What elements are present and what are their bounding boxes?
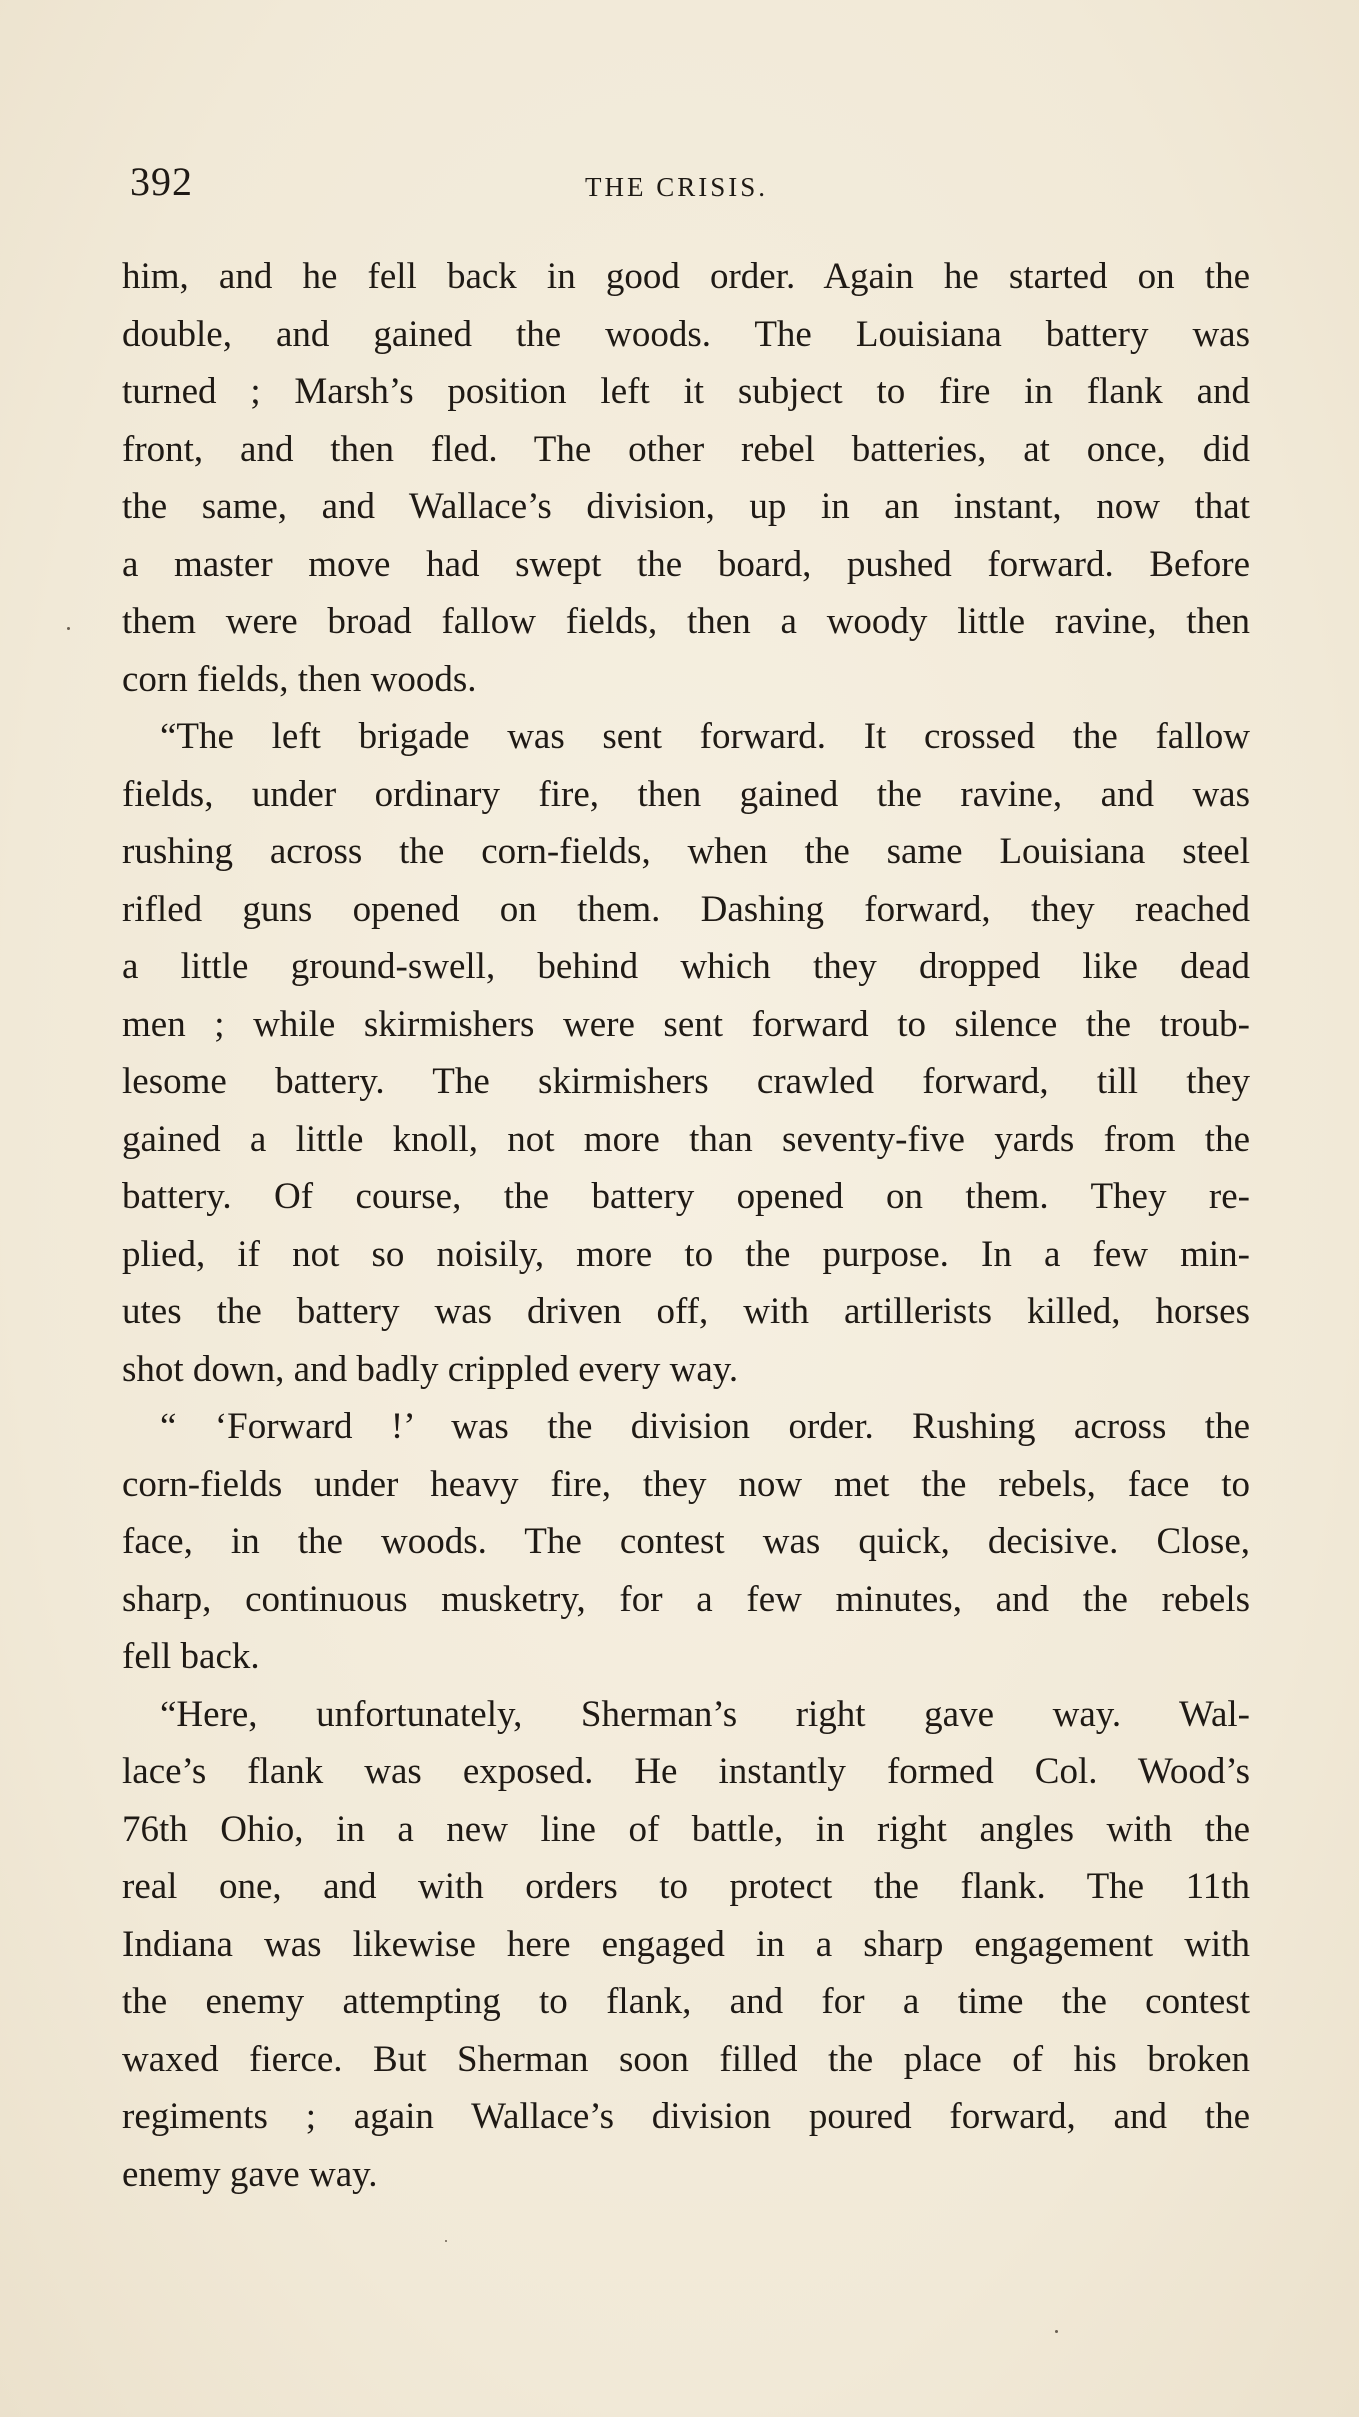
- text-line: corn-fields under heavy fire, they now met the rebels, face to: [122, 1463, 1250, 1505]
- text-line: a master move had swept the board, pushed forward. Before: [122, 543, 1250, 585]
- text-line: real one, and with orders to protect the flank. The 11th: [122, 1866, 1250, 1907]
- text-line: “The left brigade was sent forward. It crossed the fallow: [160, 716, 1250, 757]
- text-line: shot down, and badly crippled every way.: [122, 1348, 739, 1390]
- text-line: a little ground-swell, behind which they dropped like dead: [122, 946, 1250, 987]
- page-header: [130, 158, 1265, 218]
- text-line: enemy gave way.: [122, 2153, 378, 2195]
- text-line: corn fields, then woods.: [122, 658, 477, 700]
- text-line: face, in the woods. The contest was quick, decisive. Close,: [122, 1521, 1250, 1562]
- paragraph: [122, 248, 1250, 708]
- text-line: gained a little knoll, not more than seventy-five yards from the: [122, 1118, 1250, 1160]
- text-line: fell back.: [122, 1636, 260, 1677]
- text-line: lesome battery. The skirmishers crawled forward, till they: [122, 1061, 1250, 1102]
- text-line: plied, if not so noisily, more to the purpose. In a few min-: [122, 1233, 1250, 1275]
- text-line: front, and then fled. The other rebel batteries, at once, did: [122, 428, 1250, 470]
- text-line: men ; while skirmishers were sent forward to silence the troub-: [122, 1003, 1250, 1045]
- paper-speck: [67, 627, 70, 630]
- text-line: them were broad fallow fields, then a woody little ravine, then: [122, 601, 1250, 642]
- paragraph: [122, 1398, 1250, 1686]
- text-line: “Here, unfortunately, Sherman’s right gave way. Wal-: [160, 1693, 1250, 1735]
- page-number: 392: [130, 159, 193, 204]
- text-line: lace’s flank was exposed. He instantly formed Col. Wood’s: [122, 1751, 1250, 1792]
- text-line: rifled guns opened on them. Dashing forward, they reached: [122, 888, 1250, 930]
- paragraph: [122, 708, 1250, 1398]
- paper-speck: [1055, 2330, 1058, 2333]
- text-line: sharp, continuous musketry, for a few minutes, and the rebels: [122, 1578, 1250, 1620]
- text-line: waxed fierce. But Sherman soon filled the place of his broken: [122, 2038, 1250, 2080]
- running-head: THE CRISIS.: [585, 172, 769, 202]
- text-line: turned ; Marsh’s position left it subject to fire in flank and: [122, 371, 1250, 412]
- paper-speck: [445, 2240, 447, 2242]
- text-line: rushing across the corn-fields, when the same Louisiana steel: [122, 831, 1250, 872]
- text-line: the same, and Wallace’s division, up in an instant, now that: [122, 486, 1250, 527]
- text-line: Indiana was likewise here engaged in a sharp engagement with: [122, 1923, 1250, 1965]
- text-line: regiments ; again Wallace’s division poured forward, and the: [122, 2096, 1250, 2137]
- text-line: “ ‘Forward !’ was the division order. Rushing across the: [160, 1406, 1250, 1447]
- text-line: the enemy attempting to flank, and for a time the contest: [122, 1981, 1250, 2022]
- body-text: [122, 248, 1250, 2203]
- text-line: battery. Of course, the battery opened on them. They re-: [122, 1176, 1250, 1217]
- text-line: 76th Ohio, in a new line of battle, in right angles with the: [122, 1808, 1250, 1850]
- text-line: him, and he fell back in good order. Again he started on the: [122, 256, 1250, 297]
- paragraph: [122, 1686, 1250, 2204]
- text-line: double, and gained the woods. The Louisiana battery was: [122, 313, 1250, 355]
- text-line: utes the battery was driven off, with artillerists killed, horses: [122, 1291, 1250, 1332]
- text-line: fields, under ordinary fire, then gained the ravine, and was: [122, 773, 1250, 815]
